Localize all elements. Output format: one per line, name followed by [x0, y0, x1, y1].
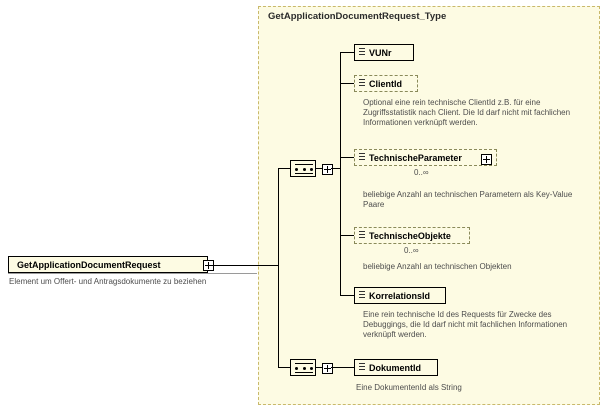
element-label-dokumentid: DokumentId	[369, 362, 422, 373]
element-label-technischeparameter: TechnischeParameter	[369, 152, 462, 163]
annotation-technischeparameter: beliebige Anzahl an technischen Parametern als Key-Value Paare	[363, 190, 573, 209]
element-box-korrelationsid[interactable]	[354, 287, 446, 304]
annotation-technischeobjekte: beliebige Anzahl an technischen Objekten	[363, 262, 512, 271]
connector-branch-up	[340, 52, 341, 168]
type-title: GetApplicationDocumentRequest_Type	[268, 11, 447, 22]
connector-seq-top-in	[278, 168, 290, 169]
sequence-marks-icon	[359, 153, 365, 164]
connector-technischeparameter	[340, 157, 354, 158]
connector-seq-bottom-out	[331, 367, 354, 368]
sequence-bottom-expander-icon[interactable]	[322, 363, 333, 374]
annotation-korrelationsid: Eine rein technische Id des Requests für Zwecke des Debuggings, die Id darf nicht mit fachlichen Informationen verknüpft werden.	[363, 310, 568, 339]
connector-seq-bottom-in	[278, 367, 290, 368]
annotation-dokumentid: Eine DokumentenId als String	[356, 383, 462, 392]
annotation-clientid: Optional eine rein technische ClientId z.B. für eine Zugriffsstatistik nach Client. Die Id darf nicht mit fachlichen Informationen verknüpft werden.	[363, 98, 571, 127]
connector-seq-top-out	[331, 168, 340, 169]
sequence-marks-icon	[359, 363, 365, 374]
cardinality-technischeobjekte: 0..∞	[404, 246, 419, 255]
element-label-vunr: VUNr	[369, 47, 392, 58]
element-label-technischeobjekte: TechnischeObjekte	[369, 230, 451, 241]
cardinality-technischeparameter: 0..∞	[414, 168, 429, 177]
element-box-dokumentid[interactable]	[354, 359, 438, 376]
connector-technischeobjekte	[340, 235, 354, 236]
connector-seq-bottom-exp	[316, 367, 322, 368]
element-box-vunr[interactable]	[354, 44, 414, 61]
sequence-node-bottom[interactable]	[290, 359, 316, 376]
sequence-marks-icon	[359, 231, 365, 242]
expand-plus-icon[interactable]	[481, 154, 492, 165]
sequence-node-top[interactable]	[290, 160, 316, 177]
element-label-korrelationsid: KorrelationsId	[369, 290, 431, 301]
connector-korrelationsid	[340, 295, 354, 296]
sequence-top-expander-icon[interactable]	[322, 164, 333, 175]
root-divider	[8, 273, 257, 274]
element-box-clientid[interactable]	[354, 75, 418, 92]
connector-vunr	[340, 52, 354, 53]
element-box-technischeobjekte[interactable]	[354, 227, 470, 244]
connector-spine-up	[278, 168, 279, 265]
connector-clientid	[340, 83, 354, 84]
sequence-marks-icon	[359, 291, 365, 302]
root-element-label: GetApplicationDocumentRequest	[17, 259, 161, 270]
connector-spine-down	[278, 265, 279, 367]
element-box-technischeparameter[interactable]	[354, 149, 497, 166]
root-element-box[interactable]	[8, 256, 208, 273]
connector-seq-top-exp	[316, 168, 322, 169]
sequence-marks-icon	[359, 48, 365, 59]
connector-branch-down	[340, 168, 341, 295]
element-label-clientid: ClientId	[369, 78, 402, 89]
root-annotation: Element um Offert- und Antragsdokumente zu beziehen	[9, 277, 207, 286]
connector-root	[212, 265, 278, 266]
sequence-marks-icon	[359, 79, 365, 90]
